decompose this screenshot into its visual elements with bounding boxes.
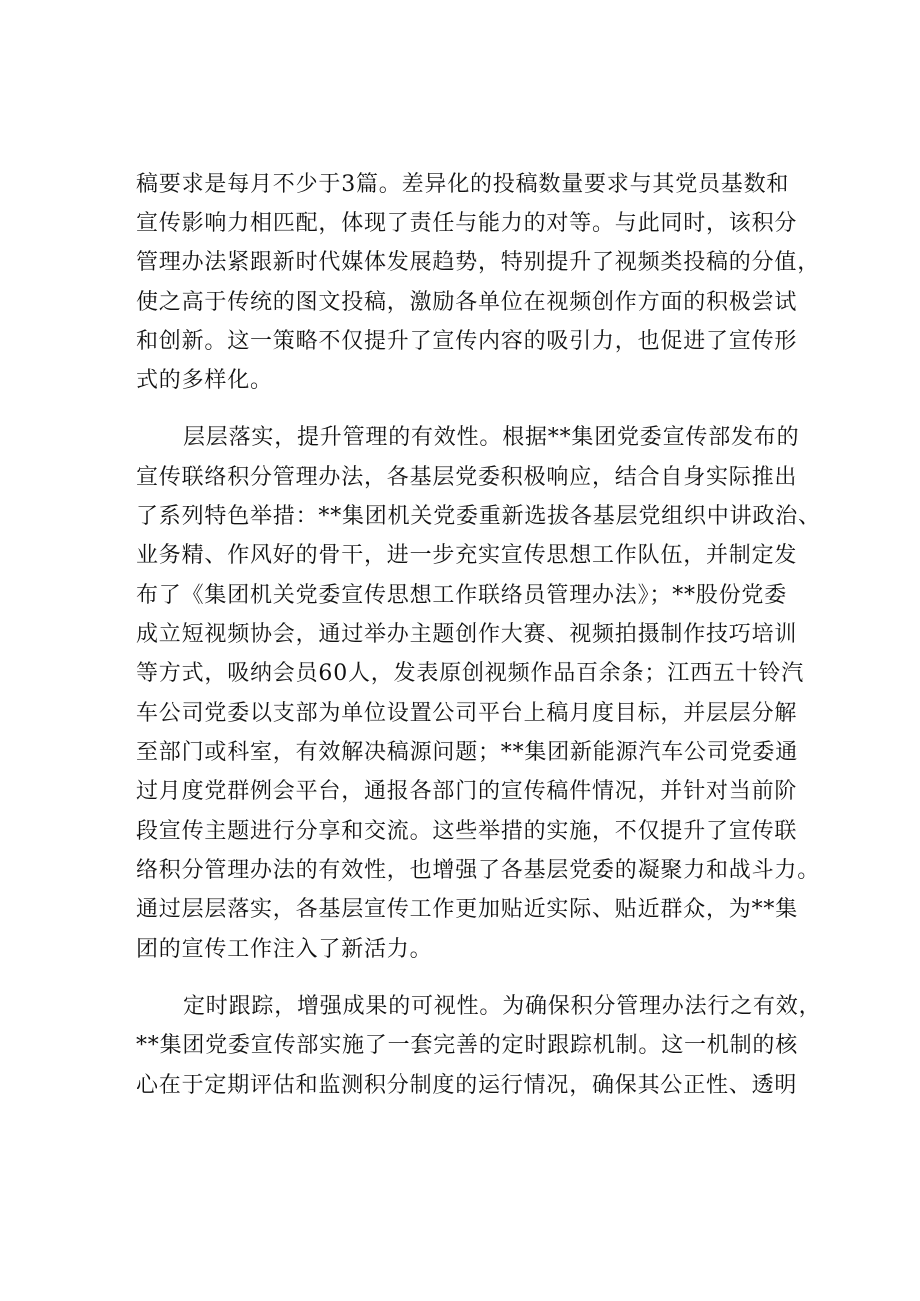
paragraph-2-line-8: 车公司党委以支部为单位设置公司平台上稿月度目标，并层层分解 [136, 701, 798, 726]
paragraph-2-line-1: 层层落实，提升管理的有效性。根据**集团党委宣传部发布的 [183, 425, 800, 450]
paragraph-1-line-1: 稿要求是每月不少于3篇。差异化的投稿数量要求与其党员基数和 [136, 172, 790, 197]
paragraph-1-line-2: 宣传影响力相匹配，体现了责任与能力的对等。与此同时，该积分 [136, 211, 798, 236]
paragraph-2-line-13: 通过层层落实，各基层宣传工作更加贴近实际、贴近群众，为**集 [136, 897, 799, 922]
paragraph-3-line-3: 心在于定期评估和监测积分制度的运行情况，确保其公正性、透明 [136, 1073, 798, 1098]
paragraph-1-line-5: 和创新。这一策略不仅提升了宣传内容的吸引力，也促进了宣传形 [136, 329, 798, 354]
paragraph-3-line-1: 定时跟踪，增强成果的可视性。为确保积分管理办法行之有效， [183, 994, 822, 1019]
paragraph-2-line-14: 团的宣传工作注入了新活力。 [136, 937, 433, 962]
paragraph-2-line-6: 成立短视频协会，通过举办主题创作大赛、视频拍摄制作技巧培训 [136, 622, 798, 647]
paragraph-2-line-5: 布了《集团机关党委宣传思想工作联络员管理办法》；**股份党委 [136, 583, 788, 608]
paragraph-3-line-2: **集团党委宣传部实施了一套完善的定时跟踪机制。这一机制的核 [136, 1033, 799, 1058]
paragraph-1-line-6: 式的多样化。 [136, 368, 273, 393]
paragraph-2-line-4: 业务精、作风好的骨干，进一步充实宣传思想工作队伍，并制定发 [136, 543, 798, 568]
paragraph-2-line-9: 至部门或科室，有效解决稿源问题；**集团新能源汽车公司党委通 [136, 740, 799, 765]
paragraph-2-line-11: 段宣传主题进行分享和交流。这些举措的实施，不仅提升了宣传联 [136, 819, 798, 844]
paragraph-2-line-7: 等方式，吸纳会员60人，发表原创视频作品百余条；江西五十铃汽 [136, 661, 804, 686]
paragraph-2-line-3: 了系列特色举措：**集团机关党委重新选拔各基层党组织中讲政治、 [136, 504, 821, 529]
paragraph-1-line-4: 使之高于传统的图文投稿，激励各单位在视频创作方面的积极尝试 [136, 290, 798, 315]
paragraph-2-line-12: 络积分管理办法的有效性，也增强了各基层党委的凝聚力和战斗力。 [136, 858, 821, 883]
paragraph-2-line-10: 过月度党群例会平台，通报各部门的宣传稿件情况，并针对当前阶 [136, 779, 798, 804]
paragraph-1-line-3: 管理办法紧跟新时代媒体发展趋势，特别提升了视频类投稿的分值， [136, 250, 821, 275]
paragraph-2-line-2: 宣传联络积分管理办法，各基层党委积极响应，结合自身实际推出 [136, 465, 798, 490]
